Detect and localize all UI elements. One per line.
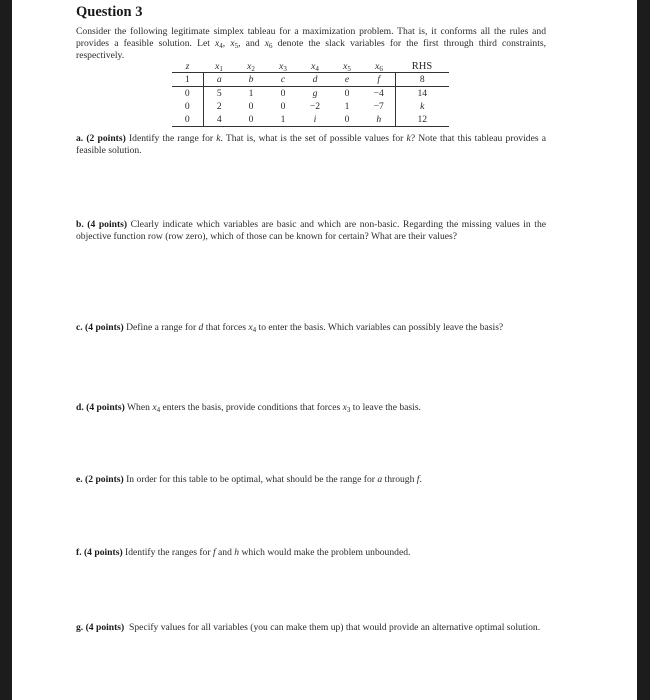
var-x4: x (215, 38, 220, 49)
subscript: 3 (283, 65, 287, 73)
text: which would make the problem unbounded. (239, 547, 411, 558)
text: When (124, 402, 153, 413)
subscript: 2 (251, 65, 255, 73)
cell: −2 (309, 101, 321, 112)
question-label: a. (2 points) (76, 133, 126, 144)
var: x (343, 61, 348, 72)
cell: 4 (203, 113, 235, 127)
var-x6: x (264, 38, 269, 49)
var-x5: x (230, 38, 235, 49)
intro-text: denote the slack variables for the first through third constraints, respectively. (76, 38, 546, 61)
var: f (212, 547, 216, 558)
text: to enter the basis. Which variables can possibly leave the basis? (256, 322, 504, 333)
var: x (375, 61, 380, 72)
separator: , and (238, 38, 265, 49)
subscript: 6 (379, 65, 383, 73)
tableau-row-2 (172, 100, 449, 113)
question-e (76, 474, 546, 486)
cell: h (363, 113, 395, 127)
cell: 5 (216, 88, 222, 99)
var: x (279, 61, 284, 72)
text: Clearly indicate which variables are basic and which are non-basic. Regarding the missing values in the objective function row (row zero), which of those can be known for certain? What are their values? (76, 219, 546, 242)
tableau-row-3 (172, 113, 449, 127)
subscript: 4 (252, 326, 257, 334)
var: k (216, 133, 221, 144)
subscript: 5 (347, 65, 351, 73)
var: x (152, 402, 157, 413)
text: . (419, 474, 422, 485)
question-label: g. (4 points) (76, 622, 125, 633)
tableau-header-row (172, 61, 449, 73)
cell: 8 (395, 73, 449, 87)
var: h (234, 547, 240, 558)
var: x (342, 402, 347, 413)
text: In order for this table to be optimal, what should be the range for (123, 474, 378, 485)
question-title: Question 3 (76, 4, 143, 20)
subscript: 5 (234, 42, 239, 50)
header-rhs: RHS (411, 61, 433, 72)
question-a (76, 133, 546, 157)
cell: d (299, 73, 331, 87)
separator: , (222, 38, 231, 49)
subscript: 6 (268, 42, 273, 50)
question-label: f. (4 points) (76, 547, 123, 558)
cell: 12 (395, 113, 449, 127)
header-x1 (203, 61, 235, 73)
var: a (377, 474, 383, 485)
question-label: b. (4 points) (76, 219, 128, 230)
header-x6 (363, 61, 395, 73)
question-g (76, 622, 546, 634)
text: to leave the basis. (350, 402, 421, 413)
cell: 1 (344, 101, 350, 112)
cell: 1 (267, 113, 299, 127)
subscript: 4 (219, 42, 223, 50)
document-page (12, 0, 637, 700)
header-x5 (331, 61, 363, 73)
cell: 0 (172, 100, 203, 113)
cell: 0 (172, 87, 203, 101)
text: . That is, what is the set of possible values for (220, 133, 407, 144)
cell: k (420, 101, 425, 112)
cell: f (363, 73, 395, 87)
cell: 2 (216, 101, 222, 112)
text: ? Note that this tableau provides a feasible solution. (76, 133, 546, 156)
simplex-tableau (172, 61, 449, 127)
header-z: z (185, 61, 190, 72)
text: through (382, 474, 417, 485)
cell: b (235, 73, 267, 87)
var: x (248, 322, 253, 333)
cell: i (299, 113, 331, 127)
tableau-row-0 (172, 73, 449, 87)
subscript: 4 (315, 65, 319, 73)
text: enters the basis, provide conditions that forces (160, 402, 343, 413)
cell: c (267, 73, 299, 87)
tableau-row-1 (172, 87, 449, 101)
question-d (76, 402, 546, 414)
cell: 0 (280, 101, 286, 112)
cell: 1 (248, 88, 254, 99)
cell: 1 (172, 73, 203, 87)
cell: 0 (280, 88, 286, 99)
cell: 14 (417, 88, 428, 99)
intro-paragraph (76, 26, 546, 62)
header-x4 (299, 61, 331, 73)
var: k (406, 133, 411, 144)
question-label: d. (4 points) (76, 402, 125, 413)
question-label: e. (2 points) (76, 474, 124, 485)
header-x3 (267, 61, 299, 73)
question-f (76, 547, 546, 559)
var: x (247, 61, 252, 72)
text: that forces (203, 322, 249, 333)
question-c (76, 322, 546, 334)
var: x (311, 61, 316, 72)
var: x (215, 61, 220, 72)
question-b (76, 219, 546, 243)
text: and (215, 547, 235, 558)
cell: 0 (235, 113, 267, 127)
cell: 0 (248, 101, 254, 112)
subscript: 3 (346, 406, 351, 414)
cell: g (312, 88, 318, 99)
text: Specify values for all variables (you can make them up) that would provide an alternative optimal solution. (129, 622, 541, 633)
cell: 0 (331, 113, 363, 127)
text: Identify the range for (125, 133, 217, 144)
subscript: 4 (156, 406, 161, 414)
cell: −4 (363, 87, 395, 101)
intro-text: Consider the following legitimate simplex tableau for a maximization problem. That is, it conforms all the rules and provides a feasible solution. Let (76, 26, 546, 49)
cell: e (331, 73, 363, 87)
question-label: c. (4 points) (76, 322, 124, 333)
var: f (416, 474, 420, 485)
cell: a (203, 73, 235, 87)
cell: 0 (344, 88, 350, 99)
cell: −7 (363, 100, 395, 113)
cell: 0 (172, 113, 203, 127)
subscript: 1 (219, 65, 223, 73)
text: Define a range for (123, 322, 199, 333)
var: d (198, 322, 204, 333)
header-x2 (235, 61, 267, 73)
text: Identify the ranges for (122, 547, 213, 558)
